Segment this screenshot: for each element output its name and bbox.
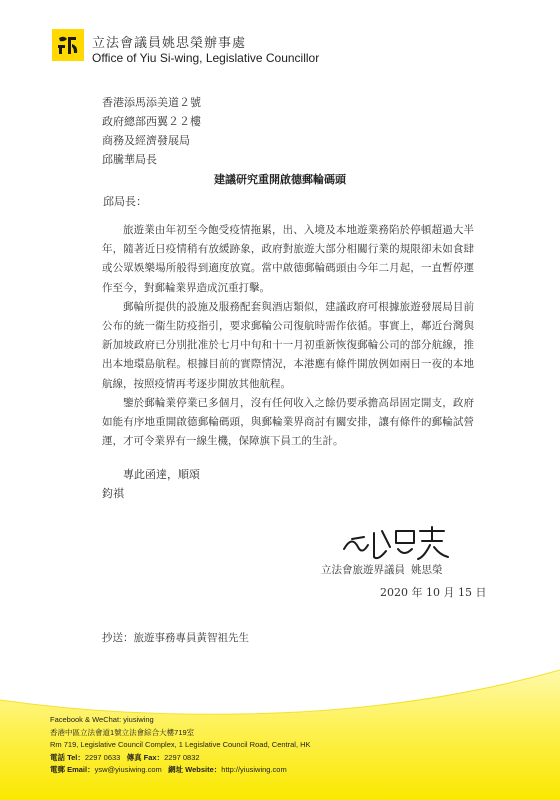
web-label: 網址 Website： <box>168 765 222 775</box>
footer-contact <box>50 714 311 777</box>
signer-name: 姚思榮 <box>411 564 443 576</box>
closing-regards: 鈞祺 <box>102 487 124 500</box>
body-paragraph: 旅遊業由年初至今飽受疫情拖累，出、入境及本地遊業務陷於停頓超過大半年，隨著近日疫情稍有放緩跡象，政府對旅遊大部分相關行業的規限卻未如食肆或公眾娛樂場所般得到適度放寬。當中啟德郵輪碼頭由今年二月起，一直暫停運作至今，對郵輪業界造成沉重打擊。 <box>102 224 474 294</box>
salutation: 邱局長： <box>103 195 147 208</box>
email-label: 電郵 Email： <box>50 765 95 775</box>
office-name-en: Office of Yiu Si-wing, Legislative Councillor <box>92 51 320 65</box>
fax-label: 傳真 Fax： <box>126 752 165 762</box>
letter-date: 2020 年 10 月 15 日 <box>380 586 487 599</box>
address-line: 邱騰華局長 <box>102 153 157 166</box>
closing <box>102 465 200 503</box>
footer-address-en: Rm 719, Legislative Council Complex, 1 Legislative Council Road, Central, HK <box>50 740 311 750</box>
logo-mark-icon <box>52 29 84 61</box>
body-paragraph: 鑒於郵輪業停業已多個月，沒有任何收入之餘仍要承擔高昂固定開支，政府如能有序地重開啟德郵輪碼頭，與郵輪業界商討有關安排，讓有條件的郵輪試營運，才可令業界有一線生機，保障旗下員工的生計。 <box>102 396 474 448</box>
signer-block <box>315 562 443 577</box>
address-line: 香港添馬添美道２號 <box>102 96 201 109</box>
address-line: 商務及經濟發展局 <box>102 134 190 147</box>
handwritten-signature <box>338 517 458 567</box>
tel-label: 電話 Tel： <box>50 752 85 762</box>
carbon-copy: 抄送：旅遊事務專員黃智祖先生 <box>102 632 249 644</box>
footer-online <box>50 764 311 777</box>
letter-subject: 建議研究重開啟德郵輪碼頭 <box>214 173 346 186</box>
tel-number: 2297 0633 <box>84 752 121 762</box>
footer-phone <box>50 752 311 765</box>
recipient-address <box>102 93 201 169</box>
address-line: 政府總部西翼２２樓 <box>102 115 201 128</box>
closing-line: 專此函達，順頌 <box>123 468 200 481</box>
footer-address-zh: 香港中區立法會道1號立法會綜合大樓719室 <box>50 727 195 737</box>
office-logo <box>52 29 84 61</box>
signer-title: 立法會旅遊界議員 <box>321 564 405 576</box>
footer-social: Facebook & WeChat: yiusiwing <box>50 715 154 724</box>
office-name-zh: 立法會議員姚思榮辦事處 <box>92 36 247 51</box>
website-link[interactable]: http://yiusiwing.com <box>221 765 287 775</box>
email-link[interactable]: ysw@yiusiwing.com <box>94 765 162 775</box>
letterhead <box>52 29 512 69</box>
fax-number: 2297 0832 <box>164 752 200 762</box>
body-paragraph: 郵輪所提供的設施及服務配套與酒店類似，建議政府可根據旅遊發展局目前公布的統一衞生防疫指引，要求郵輪公司復航時需作依循。事實上，鄰近台灣與新加坡政府已分別批准於七月中旬和十一月初重新恢復郵輪公司的部分航線，推出本地環島航程。根據目前的實際情況，本港應有條件開放例如兩日一夜的本地航線，按照疫情再考逐步開放其他航程。 <box>102 300 474 390</box>
letter-body <box>102 221 474 451</box>
